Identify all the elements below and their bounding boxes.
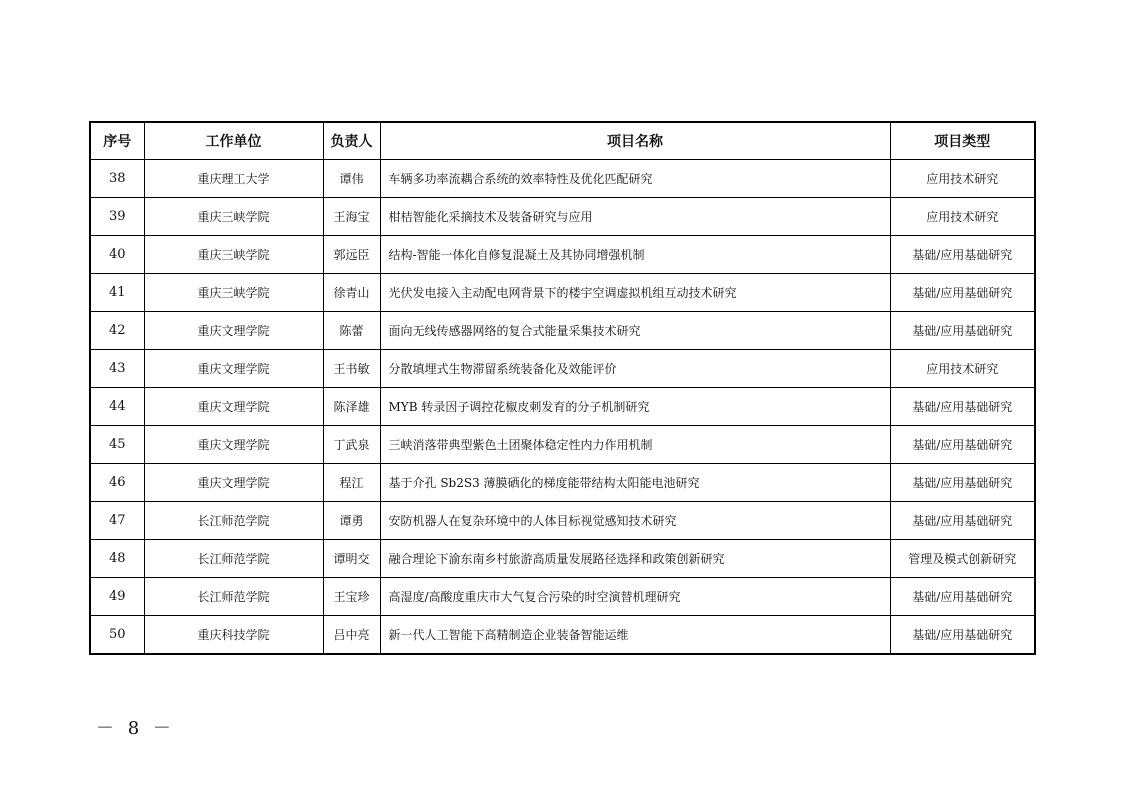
cell-unit: 重庆文理学院 (144, 312, 323, 350)
table-row (90, 274, 1035, 312)
cell-unit: 重庆文理学院 (144, 464, 323, 502)
cell-unit: 长江师范学院 (144, 502, 323, 540)
cell-leader: 丁武泉 (323, 426, 380, 464)
cell-index: 38 (90, 160, 144, 198)
header-leader: 负责人 (323, 122, 380, 160)
cell-index: 40 (90, 236, 144, 274)
header-project: 项目名称 (380, 122, 890, 160)
table-row (90, 198, 1035, 236)
cell-leader: 谭勇 (323, 502, 380, 540)
cell-leader: 王海宝 (323, 198, 380, 236)
cell-index: 50 (90, 616, 144, 655)
table-row (90, 464, 1035, 502)
cell-unit: 长江师范学院 (144, 540, 323, 578)
cell-leader: 王宝珍 (323, 578, 380, 616)
table-row (90, 540, 1035, 578)
cell-type: 基础/应用基础研究 (890, 578, 1035, 616)
cell-index: 42 (90, 312, 144, 350)
cell-project: 三峡消落带典型紫色土团聚体稳定性内力作用机制 (380, 426, 890, 464)
cell-project: 融合理论下渝东南乡村旅游高质量发展路径选择和政策创新研究 (380, 540, 890, 578)
header-unit: 工作单位 (144, 122, 323, 160)
cell-leader: 陈泽雄 (323, 388, 380, 426)
cell-project: MYB 转录因子调控花椒皮刺发育的分子机制研究 (380, 388, 890, 426)
table-row (90, 578, 1035, 616)
cell-type: 应用技术研究 (890, 198, 1035, 236)
header-index: 序号 (90, 122, 144, 160)
table-row (90, 388, 1035, 426)
cell-type: 基础/应用基础研究 (890, 616, 1035, 655)
cell-project: 面向无线传感器网络的复合式能量采集技术研究 (380, 312, 890, 350)
cell-project: 柑桔智能化采摘技术及装备研究与应用 (380, 198, 890, 236)
cell-index: 46 (90, 464, 144, 502)
cell-type: 基础/应用基础研究 (890, 426, 1035, 464)
cell-leader: 谭伟 (323, 160, 380, 198)
cell-type: 基础/应用基础研究 (890, 236, 1035, 274)
cell-type: 基础/应用基础研究 (890, 312, 1035, 350)
cell-leader: 徐青山 (323, 274, 380, 312)
table-body (90, 160, 1035, 655)
table-row (90, 502, 1035, 540)
cell-leader: 谭明交 (323, 540, 380, 578)
cell-project: 车辆多功率流耦合系统的效率特性及优化匹配研究 (380, 160, 890, 198)
cell-project: 新一代人工智能下高精制造企业装备智能运维 (380, 616, 890, 655)
cell-unit: 重庆理工大学 (144, 160, 323, 198)
table-row (90, 312, 1035, 350)
cell-unit: 重庆文理学院 (144, 350, 323, 388)
cell-index: 45 (90, 426, 144, 464)
cell-index: 48 (90, 540, 144, 578)
cell-project: 基于介孔 Sb2S3 薄膜硒化的梯度能带结构太阳能电池研究 (380, 464, 890, 502)
table-row (90, 350, 1035, 388)
cell-unit: 重庆三峡学院 (144, 274, 323, 312)
cell-leader: 程江 (323, 464, 380, 502)
cell-project: 光伏发电接入主动配电网背景下的楼宇空调虚拟机组互动技术研究 (380, 274, 890, 312)
cell-unit: 重庆文理学院 (144, 388, 323, 426)
header-type: 项目类型 (890, 122, 1035, 160)
cell-leader: 陈蕾 (323, 312, 380, 350)
cell-index: 43 (90, 350, 144, 388)
table-header-row (90, 122, 1035, 160)
cell-leader: 吕中亮 (323, 616, 380, 655)
cell-type: 基础/应用基础研究 (890, 274, 1035, 312)
cell-unit: 重庆科技学院 (144, 616, 323, 655)
cell-type: 基础/应用基础研究 (890, 464, 1035, 502)
cell-type: 基础/应用基础研究 (890, 502, 1035, 540)
cell-type: 应用技术研究 (890, 350, 1035, 388)
table-row (90, 616, 1035, 655)
cell-unit: 重庆三峡学院 (144, 236, 323, 274)
cell-project: 安防机器人在复杂环境中的人体目标视觉感知技术研究 (380, 502, 890, 540)
cell-project: 高湿度/高酸度重庆市大气复合污染的时空演替机理研究 (380, 578, 890, 616)
cell-leader: 王书敏 (323, 350, 380, 388)
cell-index: 49 (90, 578, 144, 616)
cell-leader: 郭远臣 (323, 236, 380, 274)
cell-unit: 重庆文理学院 (144, 426, 323, 464)
cell-index: 44 (90, 388, 144, 426)
cell-index: 41 (90, 274, 144, 312)
table-row (90, 426, 1035, 464)
cell-type: 应用技术研究 (890, 160, 1035, 198)
project-table (89, 121, 1036, 655)
cell-project: 分散填埋式生物滞留系统装备化及效能评价 (380, 350, 890, 388)
cell-unit: 长江师范学院 (144, 578, 323, 616)
cell-type: 基础/应用基础研究 (890, 388, 1035, 426)
cell-index: 47 (90, 502, 144, 540)
cell-unit: 重庆三峡学院 (144, 198, 323, 236)
table-row (90, 236, 1035, 274)
cell-index: 39 (90, 198, 144, 236)
cell-type: 管理及模式创新研究 (890, 540, 1035, 578)
page-number: － 8 － (96, 718, 175, 739)
table-row (90, 160, 1035, 198)
cell-project: 结构-智能一体化自修复混凝土及其协同增强机制 (380, 236, 890, 274)
